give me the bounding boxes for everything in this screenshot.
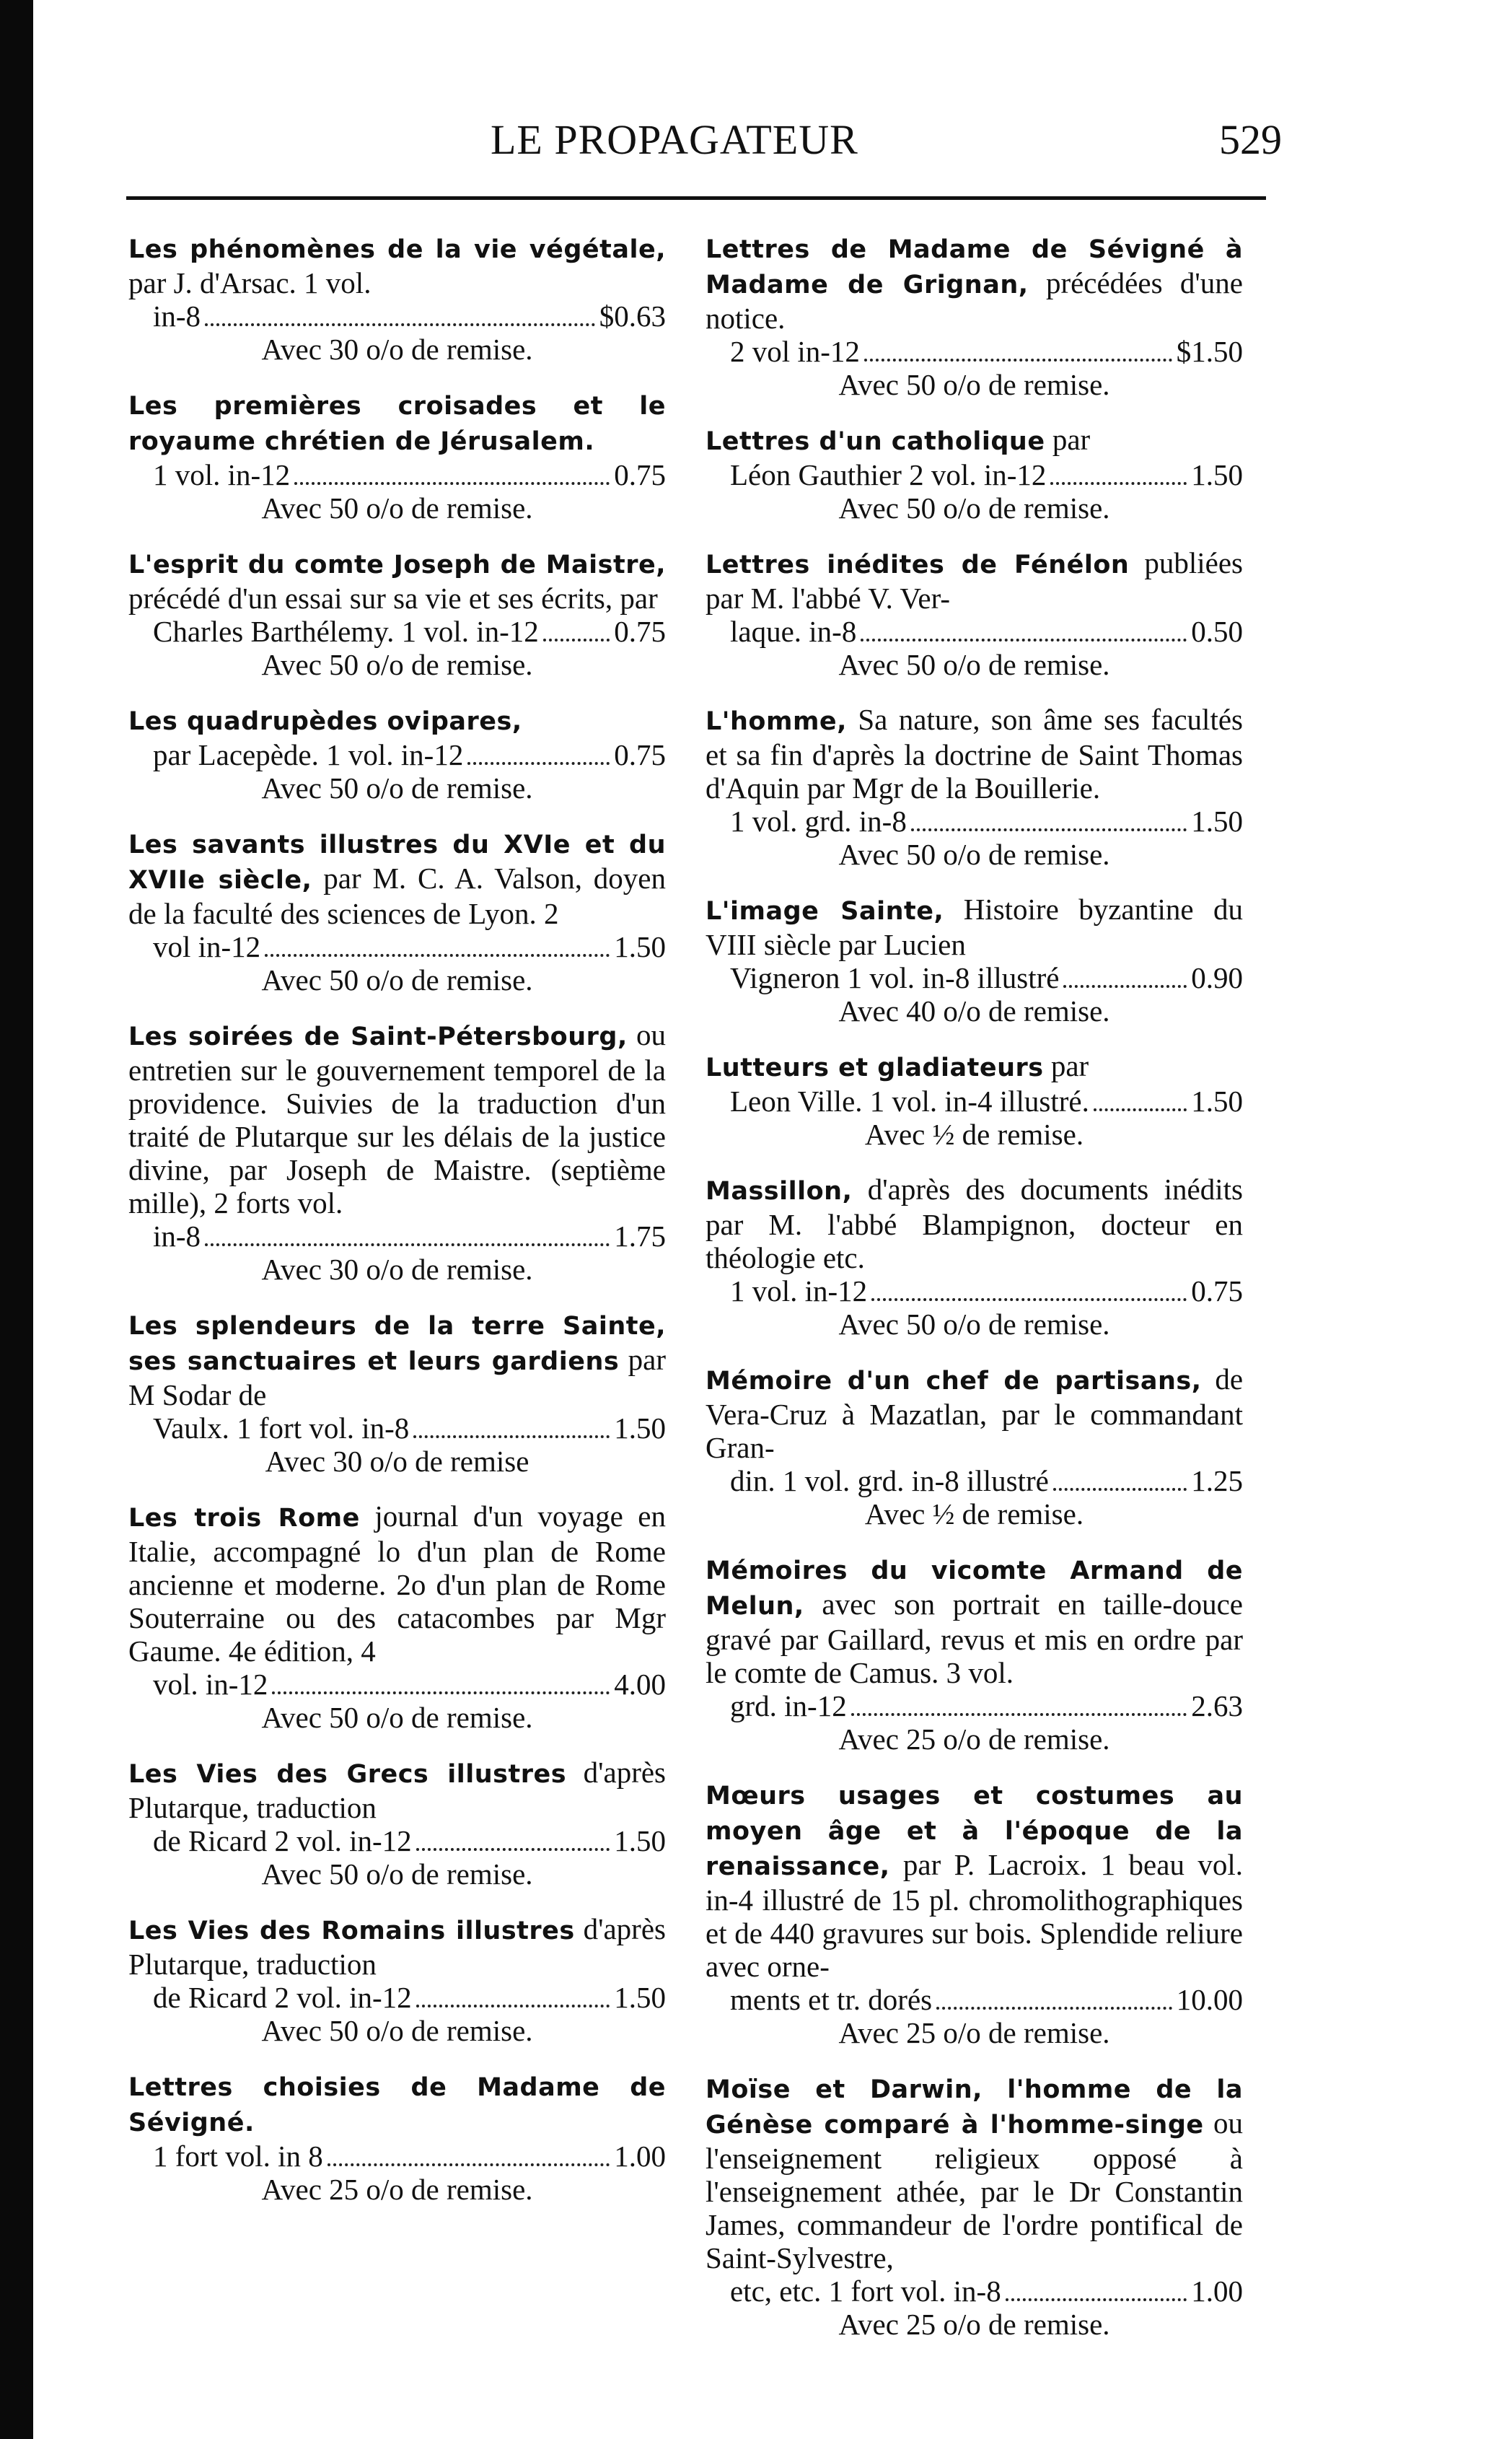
discount-note: Avec 50 o/o de remise. (261, 2014, 533, 2047)
format-text: de Ricard 2 vol. in-12 (153, 1824, 412, 1857)
dot-leader (851, 1713, 1187, 1716)
entry-text (128, 1308, 666, 1411)
price-line (128, 1981, 666, 2014)
dot-leader (413, 1435, 610, 1438)
entry-description: journal d'un voyage en Italie, accompagné lo d'un plan de Rome ancienne et moderne. 2o d'un plan de Rome Souterraine ou des catacombes par Mgr Gaume. 4e édition, 4 (128, 1499, 666, 1668)
dot-leader (1094, 1108, 1187, 1111)
discount-note: Avec 50 o/o de remise. (261, 771, 533, 805)
page-header (0, 115, 1512, 173)
format-text: 1 fort vol. in 8 (153, 2140, 323, 2173)
entry-description: publiées par M. l'abbé V. Ver- (706, 546, 1244, 615)
discount-note: Avec 25 o/o de remise. (261, 2173, 533, 2206)
entry-text (128, 1756, 666, 1824)
price-line (128, 2140, 666, 2173)
entry-text (706, 231, 1243, 335)
price: 1.50 (614, 1411, 666, 1445)
entry-text (706, 1173, 1243, 1274)
entry-text (128, 1499, 666, 1668)
discount-note: Avec 40 o/o de remise. (838, 994, 1110, 1028)
format-text: Charles Barthélemy. 1 vol. in-12 (153, 615, 539, 648)
price-line (128, 1824, 666, 1857)
entry-title: Lettres de Madame de Sévigné à Madame de Grignan, (706, 235, 1243, 299)
catalog-entry (706, 231, 1243, 401)
price-line (706, 458, 1243, 491)
price: 1.50 (1191, 805, 1243, 838)
entry-description: par (1052, 423, 1091, 456)
format-text: vol in-12 (153, 930, 261, 963)
catalog-entry (706, 546, 1243, 681)
dot-leader (1053, 1488, 1187, 1491)
catalog-entry (128, 546, 666, 681)
entry-text (128, 546, 666, 615)
price-line (128, 738, 666, 771)
entry-description: d'après Plutarque, traduction (128, 1912, 666, 1981)
price: 10.00 (1176, 1983, 1243, 2016)
dot-leader (936, 2007, 1172, 2010)
price-line (128, 1411, 666, 1445)
entry-title: Les Vies des Grecs illustres (128, 1760, 567, 1789)
entry-text (706, 546, 1243, 615)
catalog-entry (706, 1173, 1243, 1341)
entry-title: Les splendeurs de la terre Sainte, ses sanctuaires et leurs gardiens (128, 1312, 666, 1376)
dot-leader (467, 762, 610, 765)
catalog-entry (128, 703, 666, 805)
dot-leader (294, 482, 610, 485)
entry-description: d'après Plutarque, traduction (128, 1756, 667, 1824)
catalog-entry (128, 387, 666, 525)
discount-note: Avec 25 o/o de remise. (838, 2308, 1110, 2341)
dot-leader (205, 323, 595, 326)
dot-leader (1050, 482, 1187, 485)
dot-leader (416, 2005, 610, 2007)
price-line (706, 1464, 1243, 1497)
header-rule (126, 196, 1266, 200)
catalog-entry (128, 1499, 666, 1734)
price: 1.00 (614, 2140, 666, 2173)
entry-text (706, 1552, 1243, 1689)
price-line (706, 1085, 1243, 1118)
entry-title: L'esprit du comte Joseph de Maistre, (128, 551, 666, 579)
entry-text (706, 423, 1243, 458)
discount-note: Avec 30 o/o de remise. (261, 333, 533, 366)
entry-description: avec son portrait en taille-douce gravé par Gaillard, revus et mis en ordre par le comte de Camus. 3 vol. (706, 1588, 1243, 1689)
price: 1.50 (614, 930, 666, 963)
dot-leader (543, 639, 610, 642)
entry-description: ou l'enseignement religieux opposé à l'enseignement athée, par le Dr Constantin James, commandeur de l'ordre pontifical de Saint-Sylvestre, (706, 2106, 1244, 2274)
price-line (128, 458, 666, 491)
format-text: in-8 (153, 1220, 201, 1253)
catalog-entry (128, 826, 666, 997)
price: 0.50 (1191, 615, 1243, 648)
entry-description: ou entretien sur le gouvernement temporel de la providence. Suivies de la traduction d'un traité de Plutarque sur les délais de la justice divine, par Joseph de Maistre. (septième mille), 2 forts vol. (128, 1018, 666, 1220)
format-text: 1 vol. grd. in-8 (730, 805, 907, 838)
format-text: de Ricard 2 vol. in-12 (153, 1981, 412, 2014)
price-line (706, 1689, 1243, 1722)
format-text: in-8 (153, 299, 201, 333)
entry-text (128, 2069, 666, 2140)
entry-text (706, 1362, 1243, 1464)
price-line (128, 930, 666, 963)
entry-title: Les phénomènes de la vie végétale, (128, 235, 666, 264)
format-text: Leon Ville. 1 vol. in-4 illustré. (730, 1085, 1089, 1118)
price-line (128, 1220, 666, 1253)
discount-note: Avec 50 o/o de remise. (261, 963, 533, 997)
catalog-entry (128, 1308, 666, 1478)
entry-title: Les premières croisades et le royaume chrétien de Jérusalem. (128, 392, 666, 456)
discount-note: Avec 50 o/o de remise. (261, 1701, 533, 1734)
catalog-entry (706, 423, 1243, 525)
price: 4.00 (614, 1668, 666, 1701)
entry-text (706, 2071, 1243, 2274)
dot-leader (328, 2163, 610, 2166)
left-column (128, 231, 666, 2228)
format-text: 1 vol. in-12 (153, 458, 291, 491)
discount-note: Avec ½ de remise. (864, 1497, 1084, 1531)
dot-leader (861, 639, 1187, 642)
discount-note: Avec 25 o/o de remise. (838, 2016, 1110, 2049)
dot-leader (205, 1243, 610, 1246)
price-line (706, 1274, 1243, 1308)
format-text: Vigneron 1 vol. in-8 illustré (730, 961, 1060, 994)
format-text: 1 vol. in-12 (730, 1274, 868, 1308)
running-title: LE PROPAGATEUR (491, 116, 858, 163)
price-line (706, 805, 1243, 838)
format-text: 2 vol in-12 (730, 335, 860, 368)
scan-edge (0, 0, 33, 2439)
format-text: par Lacepède. 1 vol. in-12 (153, 738, 464, 771)
price: 1.75 (614, 1220, 666, 1253)
catalog-entry (128, 231, 666, 366)
price: 1.50 (1191, 458, 1243, 491)
price-line (128, 299, 666, 333)
entry-description: par M. C. A. Valson, doyen de la faculté des sciences de Lyon. 2 (128, 862, 666, 930)
price-line (706, 335, 1243, 368)
entry-title: Lettres d'un catholique (706, 427, 1045, 456)
catalog-entry (706, 1552, 1243, 1756)
price: 1.50 (614, 1824, 666, 1857)
price-line (706, 1983, 1243, 2016)
entry-title: Lettres choisies de Madame de Sévigné. (128, 2073, 666, 2137)
entry-description: par M Sodar de (128, 1343, 666, 1411)
entry-text (706, 1777, 1243, 1983)
format-text: grd. in-12 (730, 1689, 847, 1722)
dot-leader (272, 1691, 610, 1694)
entry-description: de Vera-Cruz à Mazatlan, par le commandant Gran- (706, 1362, 1244, 1464)
entry-title: Massillon, (706, 1177, 853, 1206)
discount-note: Avec 50 o/o de remise. (838, 368, 1110, 401)
discount-note: Avec 50 o/o de remise. (261, 1857, 533, 1891)
entry-title: L'image Sainte, (706, 897, 944, 926)
entry-text (128, 387, 666, 458)
discount-note: Avec 30 o/o de remise. (261, 1253, 533, 1286)
dot-leader (1006, 2298, 1187, 2301)
dot-leader (911, 828, 1187, 831)
price: 1.50 (1191, 1085, 1243, 1118)
entry-description: précédées d'une notice. (706, 266, 1244, 335)
entry-title: Lettres inédites de Fénélon (706, 551, 1130, 579)
format-text: etc, etc. 1 fort vol. in-8 (730, 2274, 1001, 2308)
catalog-entry (706, 1777, 1243, 2049)
catalog-entry (706, 2071, 1243, 2341)
entry-text (128, 703, 666, 738)
price: 2.63 (1191, 1689, 1243, 1722)
dot-leader (864, 359, 1172, 362)
entry-title: L'homme, (706, 707, 847, 736)
entry-description: d'après des documents inédits par M. l'abbé Blampignon, docteur en théologie etc. (706, 1173, 1243, 1274)
price-line (706, 961, 1243, 994)
entry-title: Mœurs usages et costumes au moyen âge et à l'époque de la renaissance, (706, 1782, 1243, 1881)
format-text: ments et tr. dorés (730, 1983, 933, 2016)
discount-note: Avec 50 o/o de remise. (261, 648, 533, 681)
dot-leader (265, 954, 610, 957)
format-text: Léon Gauthier 2 vol. in-12 (730, 458, 1047, 491)
entry-title: Mémoire d'un chef de partisans, (706, 1367, 1202, 1396)
catalog-entry (706, 1362, 1243, 1531)
discount-note: Avec 50 o/o de remise. (261, 491, 533, 525)
discount-note: Avec 50 o/o de remise. (838, 491, 1110, 525)
right-column (706, 231, 1243, 2363)
price: 0.75 (614, 458, 666, 491)
dot-leader (1063, 985, 1187, 988)
catalog-entry (706, 893, 1243, 1028)
entry-text (128, 826, 666, 930)
format-text: din. 1 vol. grd. in-8 illustré (730, 1464, 1049, 1497)
price: $0.63 (599, 299, 666, 333)
entry-text (128, 1912, 666, 1981)
entry-title: Lutteurs et gladiateurs (706, 1054, 1044, 1082)
dot-leader (416, 1848, 610, 1851)
entry-title: Les soirées de Saint-Pétersbourg, (128, 1023, 628, 1051)
price-line (128, 615, 666, 648)
discount-note: Avec 50 o/o de remise. (838, 1308, 1110, 1341)
format-text: Vaulx. 1 fort vol. in-8 (153, 1411, 410, 1445)
entry-text (706, 1049, 1243, 1085)
price: 1.25 (1191, 1464, 1243, 1497)
entry-description: précédé d'un essai sur sa vie et ses écrits, par (128, 582, 658, 615)
entry-description: par J. d'Arsac. 1 vol. (128, 266, 372, 299)
entry-text (128, 231, 666, 299)
entry-text (128, 1018, 666, 1220)
discount-note: Avec 50 o/o de remise. (838, 838, 1110, 871)
price-line (706, 615, 1243, 648)
discount-note: Avec ½ de remise. (864, 1118, 1084, 1151)
entry-text (706, 893, 1243, 961)
entry-title: Les trois Rome (128, 1504, 360, 1533)
price: 0.75 (614, 615, 666, 648)
catalog-entry (128, 1912, 666, 2047)
format-text: laque. in-8 (730, 615, 857, 648)
discount-note: Avec 50 o/o de remise. (838, 648, 1110, 681)
catalog-entry (706, 1049, 1243, 1151)
catalog-entry (128, 1018, 666, 1286)
price-line (706, 2274, 1243, 2308)
entry-title: Mémoires du vicomte Armand de Melun, (706, 1556, 1243, 1621)
dot-leader (871, 1298, 1187, 1301)
entry-title: Les savants illustres du XVIe et du XVIIe siècle, (128, 831, 666, 895)
entry-description: Sa nature, son âme ses facultés et sa fin d'après la doctrine de Saint Thomas d'Aquin par Mgr de la Bouillerie. (706, 703, 1243, 805)
entry-text (706, 703, 1243, 805)
page-number: 529 (1219, 116, 1282, 163)
entry-title: Les Vies des Romains illustres (128, 1917, 575, 1945)
catalog-entry (706, 703, 1243, 871)
entry-title: Moïse et Darwin, l'homme de la Génèse comparé à l'homme-singe (706, 2075, 1243, 2140)
price: 0.75 (1191, 1274, 1243, 1308)
price: 1.50 (614, 1981, 666, 2014)
price: 0.75 (614, 738, 666, 771)
discount-note: Avec 25 o/o de remise. (838, 1722, 1110, 1756)
catalog-entry (128, 2069, 666, 2206)
price: 0.90 (1191, 961, 1243, 994)
catalog-entry (128, 1756, 666, 1891)
price-line (128, 1668, 666, 1701)
entry-description: par P. Lacroix. 1 beau vol. in-4 illustré de 15 pl. chromolithographiques et de 440 gravures sur bois. Splendide reliure avec orne- (706, 1848, 1243, 1983)
discount-note: Avec 30 o/o de remise (265, 1445, 529, 1478)
price: 1.00 (1191, 2274, 1243, 2308)
entry-description: Histoire byzantine du VIII siècle par Lucien (706, 893, 1243, 961)
entry-description: par (1050, 1049, 1089, 1082)
entry-title: Les quadrupèdes ovipares, (128, 707, 522, 736)
price: $1.50 (1176, 335, 1243, 368)
format-text: vol. in-12 (153, 1668, 268, 1701)
